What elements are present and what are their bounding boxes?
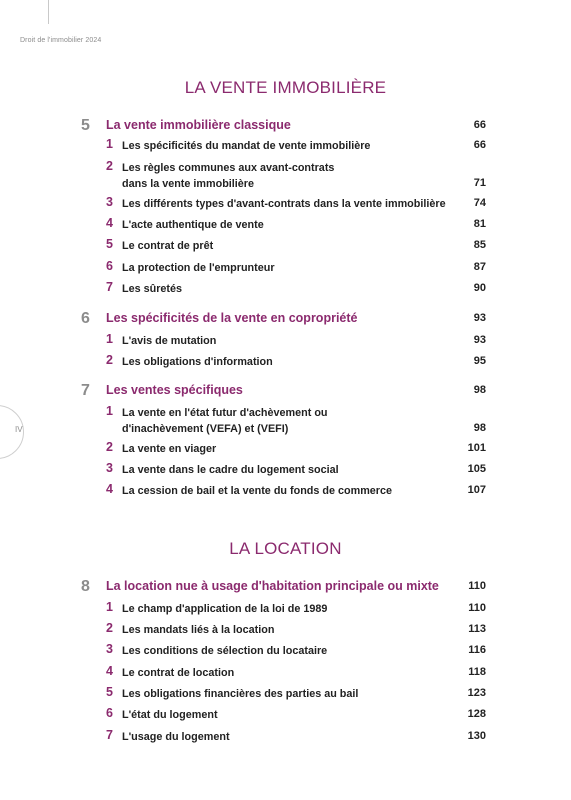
item-title-line1: La vente en l'état futur d'achèvement ou (122, 407, 328, 419)
part-title-vente: LA VENTE IMMOBILIÈRE (184, 78, 387, 97)
chapter-title: La location nue à usage d'habitation principale ou mixte (106, 579, 439, 593)
item-page: 107 (467, 484, 486, 496)
item-title: L'état du logement (122, 709, 218, 721)
item-page: 66 (473, 139, 486, 151)
item-number: 3 (106, 642, 113, 656)
chapter-number: 5 (81, 117, 90, 134)
chapter-number: 6 (81, 310, 90, 327)
item-number: 1 (106, 137, 113, 151)
item-title: La vente dans le cadre du logement social (122, 464, 339, 476)
item-page: 74 (473, 197, 486, 209)
item-title: Les différents types d'avant-contrats dans la vente immobilière (122, 198, 446, 210)
part-title-location: LA LOCATION (229, 539, 342, 558)
chapter-title: Les ventes spécifiques (106, 383, 243, 397)
item-title: La vente en viager (122, 443, 217, 455)
chapter-page: 98 (473, 384, 486, 396)
item-page: 93 (473, 334, 486, 346)
chapter-page: 66 (473, 119, 486, 131)
item-number: 5 (106, 237, 113, 251)
item-page: 90 (473, 282, 486, 294)
item-title: La protection de l'emprunteur (122, 262, 275, 274)
item-title: Le champ d'application de la loi de 1989 (122, 603, 328, 615)
item-page: 101 (467, 442, 486, 454)
item-number: 3 (106, 461, 113, 475)
chapter-title: Les spécificités de la vente en copropriété (106, 311, 358, 325)
item-number: 4 (106, 482, 113, 496)
item-title: Les obligations d'information (122, 356, 273, 368)
item-title: Les sûretés (122, 283, 183, 295)
item-page: 128 (467, 708, 486, 720)
item-page: 71 (473, 177, 486, 189)
item-number: 5 (106, 685, 113, 699)
chapter-number: 7 (81, 382, 90, 399)
margin-rule (48, 0, 49, 24)
item-number: 2 (106, 440, 113, 454)
item-page: 123 (467, 687, 486, 699)
item-number: 4 (106, 216, 113, 230)
item-title: Les conditions de sélection du locataire (122, 645, 328, 657)
item-number: 7 (106, 280, 113, 294)
item-number: 2 (106, 353, 113, 367)
chapter-title: La vente immobilière classique (106, 118, 291, 132)
item-title: Les spécificités du mandat de vente immobilière (122, 140, 371, 152)
item-title: Le contrat de location (122, 667, 235, 679)
item-page: 110 (468, 602, 486, 614)
item-title: La cession de bail et la vente du fonds de commerce (122, 485, 393, 497)
item-number: 2 (106, 159, 113, 173)
item-number: 6 (106, 259, 113, 273)
item-title-line2: d'inachèvement (VEFA) et (VEFI) (122, 423, 289, 435)
item-page: 87 (473, 261, 486, 273)
item-title-line2: dans la vente immobilière (122, 178, 255, 190)
item-page: 116 (468, 644, 486, 656)
item-title: L'avis de mutation (122, 335, 217, 347)
item-number: 6 (106, 706, 113, 720)
item-number: 1 (106, 404, 113, 418)
chapter-number: 8 (81, 578, 90, 595)
item-number: 1 (106, 332, 113, 346)
item-title: L'usage du logement (122, 731, 230, 743)
item-page: 118 (468, 666, 486, 678)
item-page: 81 (473, 218, 486, 230)
item-title: L'acte authentique de vente (122, 219, 264, 231)
item-title: Les obligations financières des parties au bail (122, 688, 359, 700)
running-header: Droit de l'immobilier 2024 (20, 37, 102, 44)
item-page: 95 (473, 355, 486, 367)
item-page: 113 (468, 623, 486, 635)
chapter-page: 93 (473, 312, 486, 324)
page-number: IV (15, 425, 23, 434)
item-title: Les mandats liés à la location (122, 624, 275, 636)
item-number: 7 (106, 728, 113, 742)
item-number: 4 (106, 664, 113, 678)
item-number: 3 (106, 195, 113, 209)
item-page: 85 (473, 239, 486, 251)
item-page: 130 (467, 730, 486, 742)
item-number: 2 (106, 621, 113, 635)
item-page: 105 (467, 463, 486, 475)
item-title: Le contrat de prêt (122, 240, 214, 252)
item-title-line1: Les règles communes aux avant-contrats (122, 162, 335, 174)
chapter-page: 110 (468, 580, 486, 592)
item-number: 1 (106, 600, 113, 614)
item-page: 98 (473, 422, 486, 434)
